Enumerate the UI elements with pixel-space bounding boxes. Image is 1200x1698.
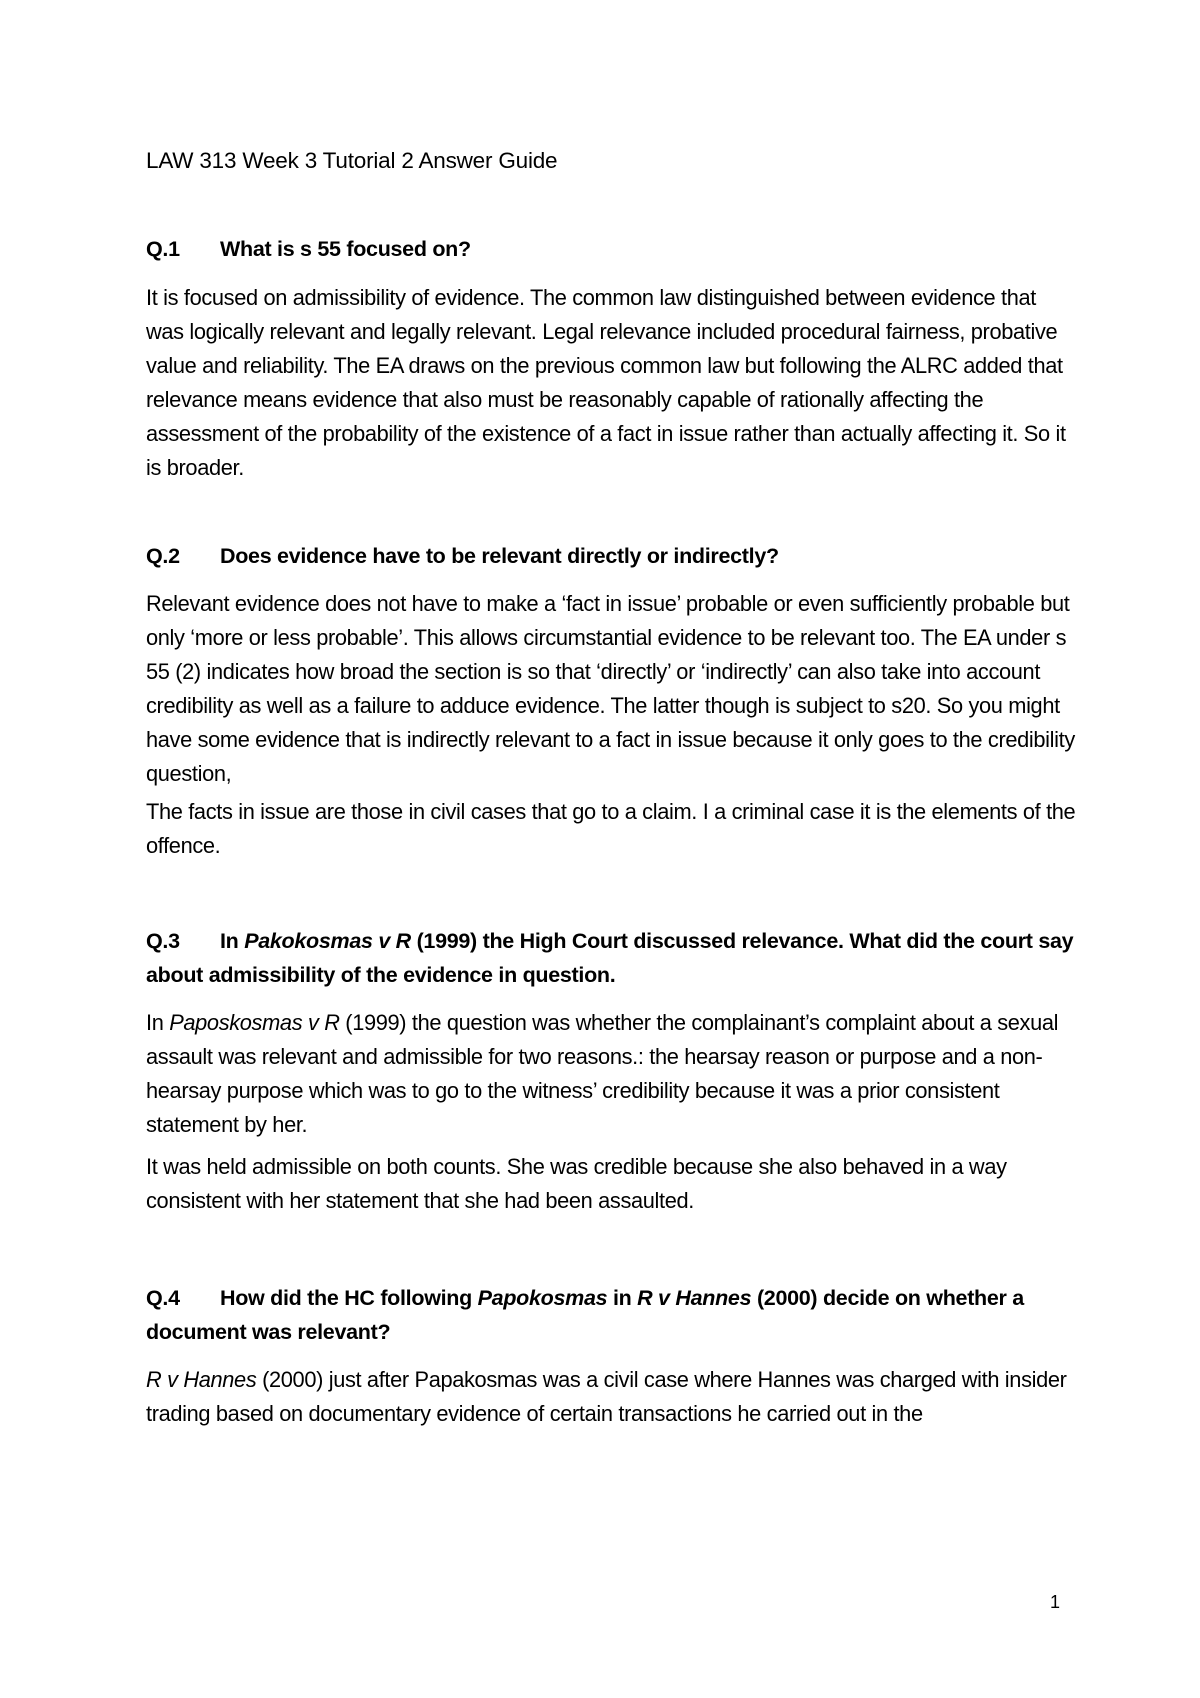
question-2 <box>146 539 1076 573</box>
question-text-post: (2000) decide on whether a document was relevant? <box>146 1286 1024 1344</box>
question-text-post: (1999) the High Court discussed relevance. What did the court say about admissibility of the evidence in question. <box>146 929 1074 987</box>
answer-text-post: (2000) just after Papakosmas was a civil case where Hannes was charged with insider trading based on documentary evidence of certain transactions he carried out in the <box>146 1367 1067 1426</box>
question-text-mid: in <box>607 1286 638 1310</box>
case-name: Papokosmas <box>477 1286 608 1310</box>
question-number: Q.3 <box>146 929 180 953</box>
question-1 <box>146 232 1076 266</box>
answer-2-paragraph-2: The facts in issue are those in civil cases that go to a claim. I a criminal case it is the elements of the offence. <box>146 799 1076 858</box>
page-number: 1 <box>1050 1592 1061 1612</box>
answer-4 <box>146 1363 1076 1431</box>
case-name: Paposkosmas v R <box>169 1010 340 1035</box>
answer-3-paragraph-2: It was held admissible on both counts. She was credible because she also behaved in a way consistent with her statement that she had been assaulted. <box>146 1154 1007 1213</box>
answer-1: It is focused on admissibility of evidence. The common law distinguished between evidence that was logically relevant and legally relevant. Legal relevance included procedural fairness, probative value and reliability. The EA draws on the previous common law but following the ALRC added that relevance means evidence that also must be reasonably capable of rationally affecting the assessment of the probability of the existence of a fact in issue rather than actually affecting it. So it is broader. <box>146 285 1066 480</box>
question-number: Q.1 <box>146 237 180 261</box>
case-name: R v Hannes <box>637 1286 752 1310</box>
case-name: R v Hannes <box>146 1367 257 1392</box>
question-number: Q.4 <box>146 1286 180 1310</box>
document-title: LAW 313 Week 3 Tutorial 2 Answer Guide <box>146 148 558 173</box>
question-text: What is s 55 focused on? <box>220 237 471 261</box>
question-3 <box>146 924 1076 992</box>
question-text-pre: In <box>220 929 245 953</box>
answer-2-paragraph-1: Relevant evidence does not have to make a ‘fact in issue’ probable or even sufficiently probable but only ‘more or less probable’. This allows circumstantial evidence to be relevant too. The EA under s 55 (2) indicates how broad the section is so that ‘directly’ or ‘indirectly’ can also take into account credibility as well as a failure to adduce evidence. The latter though is subject to s20. So you might have some evidence that is indirectly relevant to a fact in issue because it only goes to the credibility question, <box>146 591 1075 786</box>
answer-3-paragraph-1 <box>146 1006 1076 1142</box>
answer-text-pre: In <box>146 1010 170 1035</box>
question-text-pre: How did the HC following <box>220 1286 478 1310</box>
answer-text-post: (1999) the question was whether the complainant’s complaint about a sexual assault was relevant and admissible for two reasons.: the hearsay reason or purpose and a non-hearsay purpose which was to go to the witness’ credibility because it was a prior consistent statement by her. <box>146 1010 1059 1137</box>
question-number: Q.2 <box>146 544 180 568</box>
case-name: Pakokosmas v R <box>244 929 411 953</box>
question-4 <box>146 1281 1076 1349</box>
question-text: Does evidence have to be relevant directly or indirectly? <box>220 544 779 568</box>
